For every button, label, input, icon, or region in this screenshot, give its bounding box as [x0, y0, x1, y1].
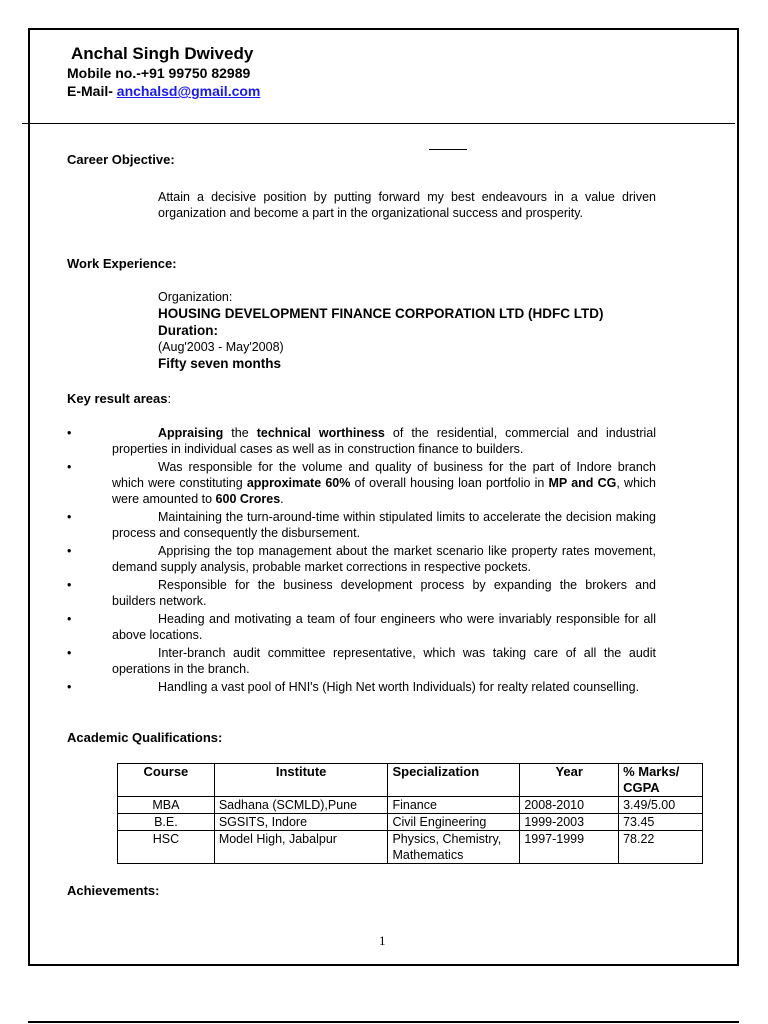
bullet-icon: •	[67, 680, 72, 694]
small-rule	[429, 149, 467, 150]
page-number: 1	[379, 933, 386, 948]
kra-text: Heading and motivating a team of four engineers who were invariably responsible for all above locations.	[112, 612, 656, 642]
academic-table	[117, 763, 703, 864]
career-objective-text: Attain a decisive position by putting forward my best endeavours in a value driven organization and become a part in the organizational success and prosperity.	[158, 190, 656, 220]
duration-range: (Aug'2003 - May'2008)	[158, 340, 284, 354]
kra-text: Apprising the top management about the market scenario like property rates movement, demand supply analysis, probable market corrections in respective pockets.	[112, 544, 656, 574]
cell-course: HSC	[118, 831, 215, 864]
cell-marks: 73.45	[619, 814, 703, 831]
kra-text: of overall housing loan portfolio in	[350, 476, 549, 490]
header-divider	[22, 123, 735, 124]
column-header-specialization: Specialization	[388, 764, 520, 797]
cell-course: MBA	[118, 797, 215, 814]
cell-institute: Sadhana (SCMLD),Pune	[214, 797, 388, 814]
work-experience-heading: Work Experience:	[67, 256, 177, 271]
next-page-border	[28, 1021, 739, 1023]
cell-institute: Model High, Jabalpur	[214, 831, 388, 864]
organization-label: Organization:	[158, 290, 233, 304]
cell-course: B.E.	[118, 814, 215, 831]
cell-specialization: Civil Engineering	[388, 814, 520, 831]
column-header-course: Course	[118, 764, 215, 797]
kra-text: Maintaining the turn-around-time within stipulated limits to accelerate the decision making process and consequently the disbursement.	[112, 510, 656, 540]
achievements-heading: Achievements:	[67, 883, 160, 898]
mobile-line	[67, 65, 250, 81]
cell-year: 1999-2003	[520, 814, 619, 831]
career-objective-heading: Career Objective:	[67, 152, 175, 167]
bullet-icon: •	[67, 578, 72, 592]
key-result-areas-heading: Key result areas	[67, 391, 168, 406]
kra-text: the	[223, 426, 257, 440]
cell-year: 2008-2010	[520, 797, 619, 814]
column-header-year: Year	[520, 764, 619, 797]
email-label: E-Mail-	[67, 83, 113, 99]
bullet-icon: •	[67, 426, 72, 440]
kra-bold: approximate 60%	[246, 476, 351, 490]
list-item	[67, 425, 656, 457]
kra-text: Was responsible for the volume and quality of business for the part of Indore branch which were constituting	[112, 460, 656, 490]
list-item	[67, 577, 656, 609]
list-item	[67, 645, 656, 677]
email-line	[67, 83, 260, 99]
list-item	[67, 611, 656, 643]
kra-bold: 600 Crores	[215, 492, 281, 506]
table-row	[118, 831, 703, 864]
cell-institute: SGSITS, Indore	[214, 814, 388, 831]
academic-qualifications-heading: Academic Qualifications:	[67, 730, 223, 745]
list-item	[67, 459, 656, 507]
mobile-number: +91 99750 82989	[140, 65, 251, 81]
kra-text: Handling a vast pool of HNI's (High Net worth Individuals) for realty related counselling.	[158, 680, 640, 694]
cell-marks: 78.22	[619, 831, 703, 864]
list-item	[67, 509, 656, 541]
key-result-areas-list	[67, 425, 656, 697]
kra-bold: technical worthiness	[256, 426, 385, 440]
key-result-areas-heading-line	[67, 391, 171, 406]
cell-year: 1997-1999	[520, 831, 619, 864]
cell-specialization: Physics, Chemistry, Mathematics	[388, 831, 520, 864]
kra-bold: MP and CG	[548, 476, 617, 490]
duration-months: Fifty seven months	[158, 356, 282, 371]
list-item	[67, 679, 656, 695]
bullet-icon: •	[67, 646, 72, 660]
list-item	[67, 543, 656, 575]
kra-text: of the residential, commercial and industrial properties in individual cases as well as in construction finance to builders.	[112, 426, 656, 456]
organization-name: HOUSING DEVELOPMENT FINANCE CORPORATION LTD (HDFC LTD)	[158, 306, 604, 321]
kra-text: , which were amounted to	[112, 476, 657, 506]
bullet-icon: •	[67, 510, 72, 524]
bullet-icon: •	[67, 612, 72, 626]
column-header-institute: Institute	[214, 764, 388, 797]
key-result-areas-colon: :	[167, 391, 172, 406]
candidate-name: Anchal Singh Dwivedy	[71, 44, 254, 63]
bullet-icon: •	[67, 544, 72, 558]
kra-text: Inter-branch audit committee representative, which was taking care of all the audit operations in the branch.	[112, 646, 656, 676]
kra-text: .	[280, 492, 284, 506]
kra-text: Responsible for the business development process by expanding the brokers and builders network.	[112, 578, 656, 608]
kra-bold: Appraising	[158, 426, 224, 440]
bullet-icon: •	[67, 460, 72, 474]
column-header-marks: % Marks/ CGPA	[619, 764, 703, 797]
table-header-row	[118, 764, 703, 797]
cell-specialization: Finance	[388, 797, 520, 814]
table-row	[118, 814, 703, 831]
mobile-label: Mobile no.-	[67, 65, 141, 81]
email-link[interactable]: anchalsd@gmail.com	[116, 83, 261, 99]
duration-label: Duration:	[158, 323, 218, 338]
work-experience-block	[158, 289, 678, 372]
cell-marks: 3.49/5.00	[619, 797, 703, 814]
table-row	[118, 797, 703, 814]
